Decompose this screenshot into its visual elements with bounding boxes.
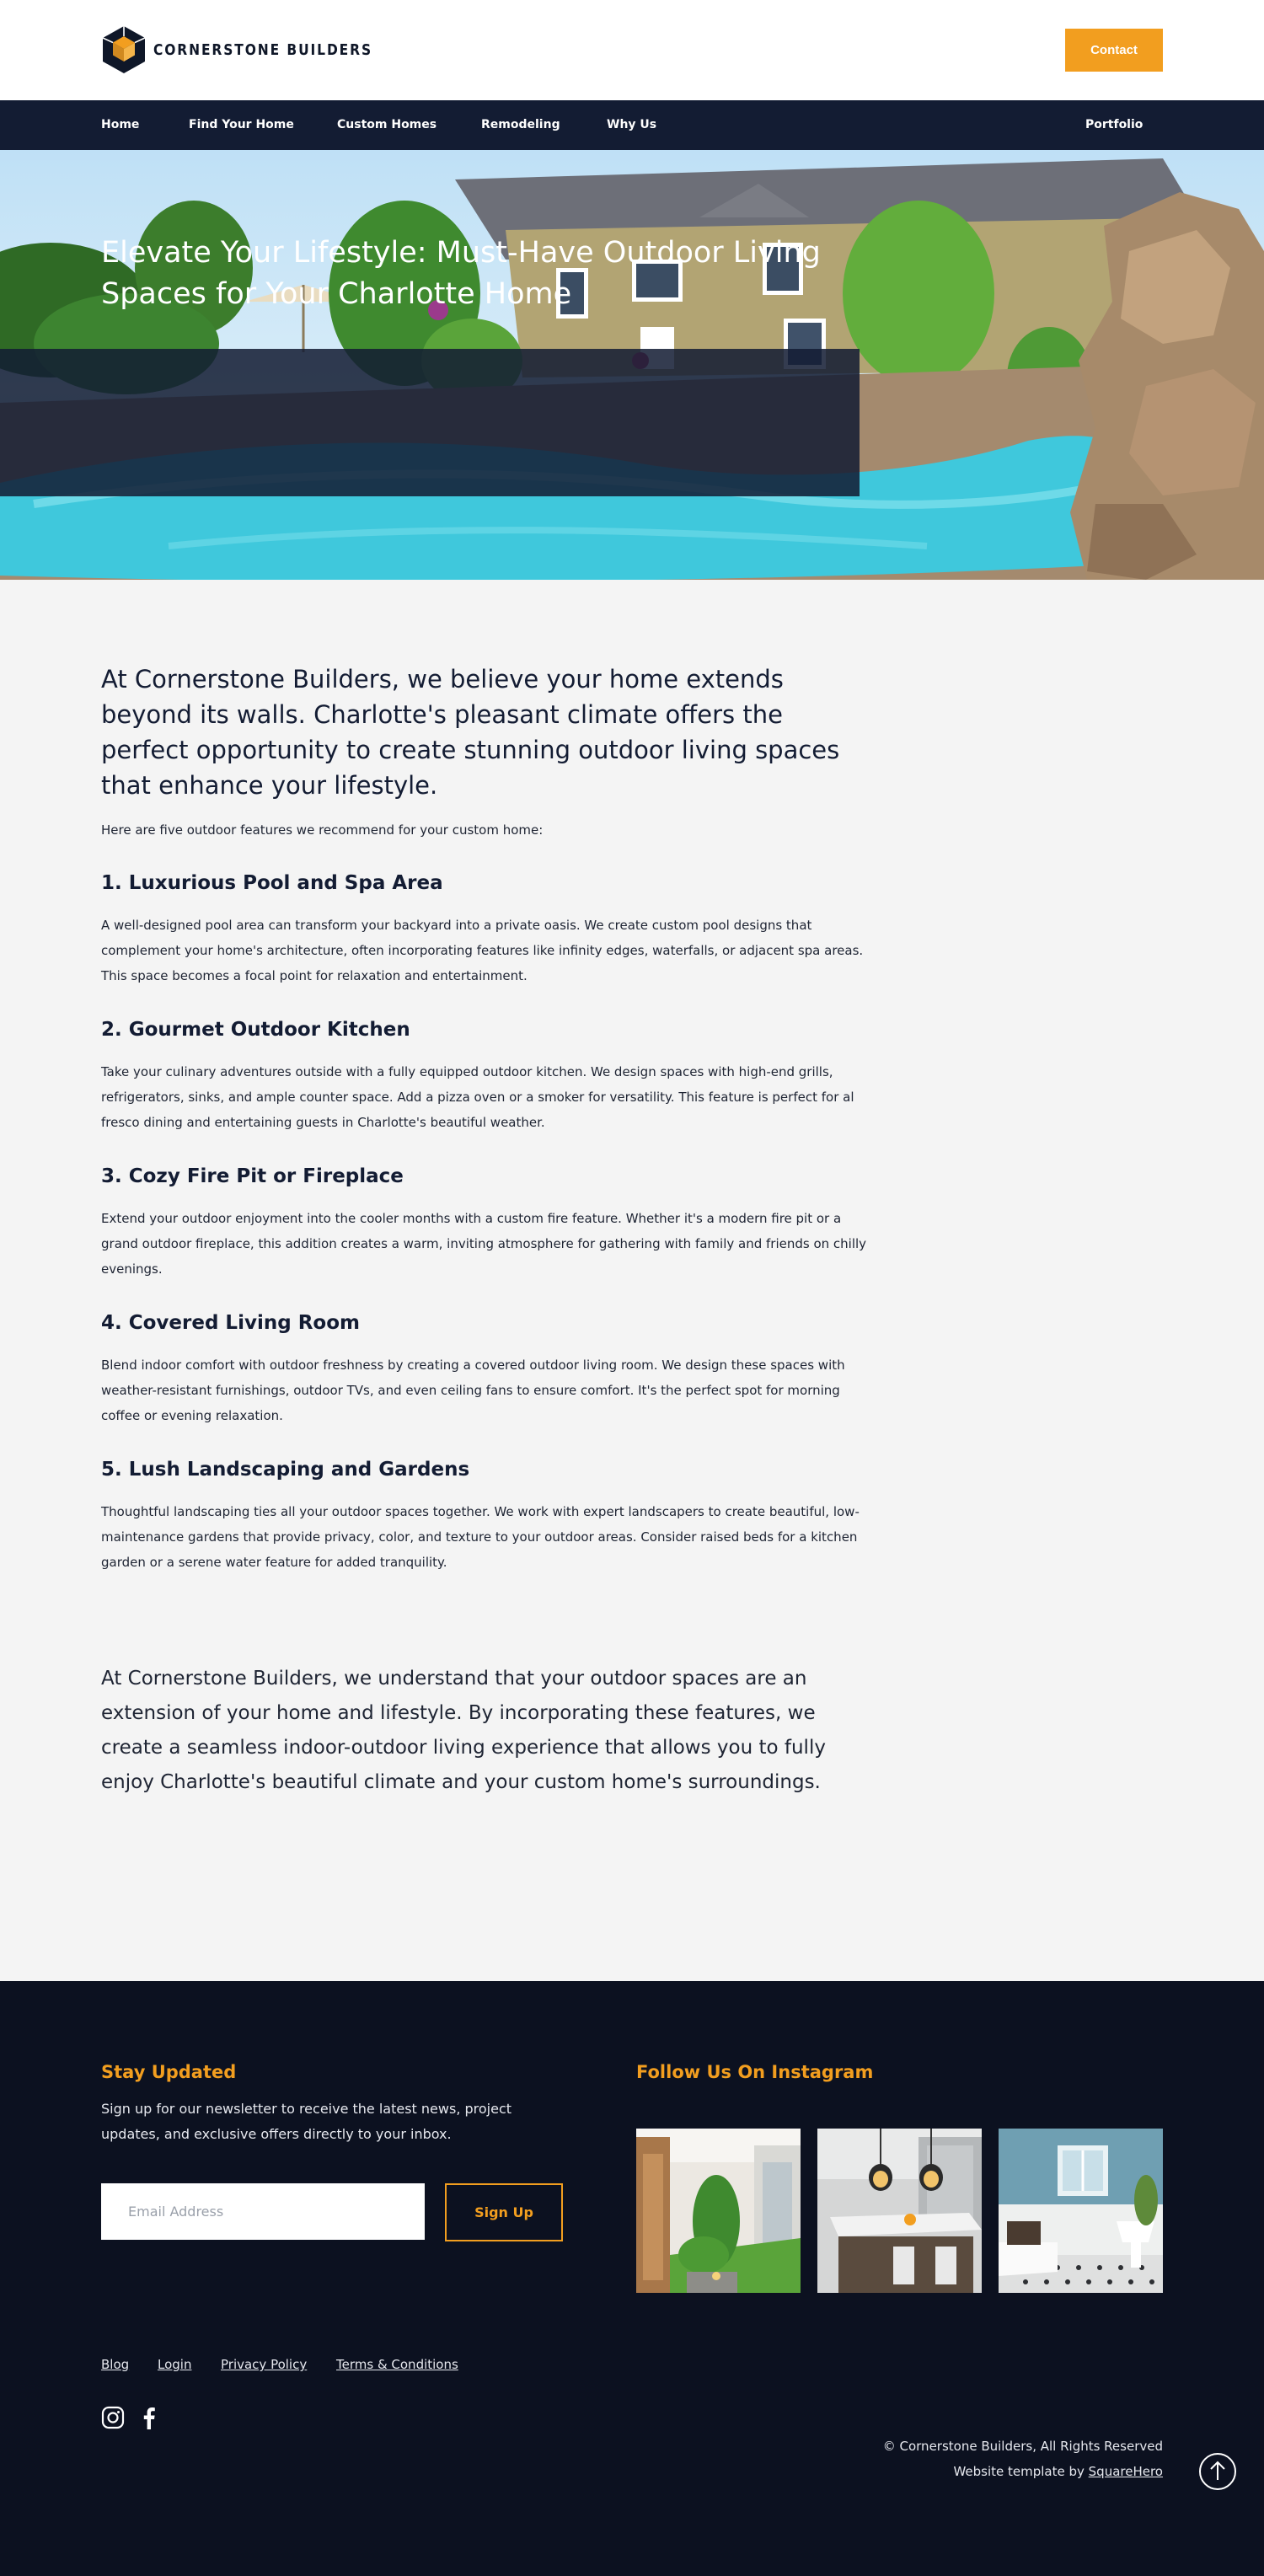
article-lead: Here are five outdoor features we recommend for your custom home: (101, 822, 544, 838)
footer-link-terms[interactable]: Terms & Conditions (336, 2357, 458, 2372)
section-heading: 5. Lush Landscaping and Gardens (101, 1459, 470, 1481)
hero-banner (0, 150, 1264, 580)
nav-portfolio[interactable]: Portfolio (1085, 118, 1143, 131)
section-heading: 4. Covered Living Room (101, 1312, 360, 1334)
nav-remodeling[interactable]: Remodeling (481, 118, 560, 131)
template-credit (883, 2459, 1163, 2484)
cube-logo-icon (101, 24, 147, 75)
section-body: Thoughtful landscaping ties all your outdoor spaces together. We work with expert landscapers to create beautiful, low-maintenance gardens that provide privacy, color, and texture to your outdoor areas. Consider raised beds for a kitchen garden or a serene water feature for added tranquility. (101, 1504, 860, 1570)
instagram-icon[interactable] (101, 2406, 126, 2431)
hero-title-panel (0, 349, 860, 496)
copyright-text: © Cornerstone Builders, All Rights Reserved (882, 2439, 1163, 2454)
section-heading: 3. Cozy Fire Pit or Fireplace (101, 1165, 404, 1187)
footer-link-privacy[interactable]: Privacy Policy (221, 2357, 308, 2372)
copyright-block (883, 2434, 1163, 2484)
facebook-icon[interactable] (140, 2406, 165, 2431)
email-input[interactable] (101, 2183, 425, 2240)
template-credit-prefix: Website template by (953, 2464, 1089, 2479)
nav-custom-homes[interactable]: Custom Homes (337, 118, 437, 131)
section-heading: 1. Luxurious Pool and Spa Area (101, 872, 443, 894)
squarehero-link[interactable]: SquareHero (1088, 2464, 1163, 2479)
section-body: Blend indoor comfort with outdoor freshness by creating a covered outdoor living room. We design these spaces with weather-resistant furnishings, outdoor TVs, and even ceiling fans to ensure comfort. It's the perfect spot for morning coffee or evening relaxation. (101, 1358, 845, 1423)
footer-link-login[interactable]: Login (158, 2357, 192, 2372)
article-closing: At Cornerstone Builders, we understand that your outdoor spaces are an extension of your home and lifestyle. By incorporating these features, we create a seamless indoor-outdoor living experience that allows you to fully enjoy Charlotte's beautiful climate and your custom home's surroundings. (101, 1668, 826, 1793)
instagram-photo[interactable] (636, 2129, 801, 2293)
signup-button[interactable]: Sign Up (445, 2183, 563, 2241)
contact-button[interactable]: Contact (1065, 29, 1163, 72)
nav-home[interactable]: Home (101, 118, 140, 131)
instagram-heading: Follow Us On Instagram (636, 2062, 874, 2082)
section-body: Take your culinary adventures outside with a fully equipped outdoor kitchen. We design spaces with high-end grills, refrigerators, sinks, and ample counter space. Add a pizza oven or a smoker for versatility. This feature is perfect for al fresco dining and entertaining guests in Charlotte's beautiful weather. (101, 1064, 854, 1130)
nav-why-us[interactable]: Why Us (607, 118, 657, 131)
newsletter-heading: Stay Updated (101, 2062, 237, 2082)
nav-find-your-home[interactable]: Find Your Home (189, 118, 294, 131)
section-heading: 2. Gourmet Outdoor Kitchen (101, 1019, 410, 1041)
site-header (0, 0, 1264, 100)
logo[interactable] (101, 24, 408, 75)
back-to-top-button[interactable] (1199, 2453, 1236, 2490)
instagram-photo[interactable] (999, 2129, 1163, 2293)
footer-link-blog[interactable]: Blog (101, 2357, 130, 2372)
newsletter-text: Sign up for our newsletter to receive the latest news, project updates, and exclusive offers directly to your inbox. (101, 2101, 512, 2142)
page-title: Elevate Your Lifestyle: Must-Have Outdoor Living Spaces for Your Charlotte Home (101, 236, 821, 311)
main-nav (0, 100, 1264, 150)
instagram-photo[interactable] (817, 2129, 982, 2293)
section-body: A well-designed pool area can transform your backyard into a private oasis. We create custom pool designs that complement your home's architecture, often incorporating features like infinity edges, waterfalls, or adjacent spa areas. This space becomes a focal point for relaxation and entertainment. (101, 918, 864, 983)
brand-name: CORNERSTONE BUILDERS (153, 40, 373, 59)
arrow-up-icon (1201, 2455, 1235, 2488)
article-intro: At Cornerstone Builders, we believe your home extends beyond its walls. Charlotte's pleasant climate offers the perfect opportunity to create stunning outdoor living spaces that enhance your lifestyle. (101, 665, 840, 800)
section-body: Extend your outdoor enjoyment into the cooler months with a custom fire feature. Whether it's a modern fire pit or a grand outdoor fireplace, this addition creates a warm, inviting atmosphere for gathering with family and friends on chilly evenings. (101, 1211, 867, 1277)
